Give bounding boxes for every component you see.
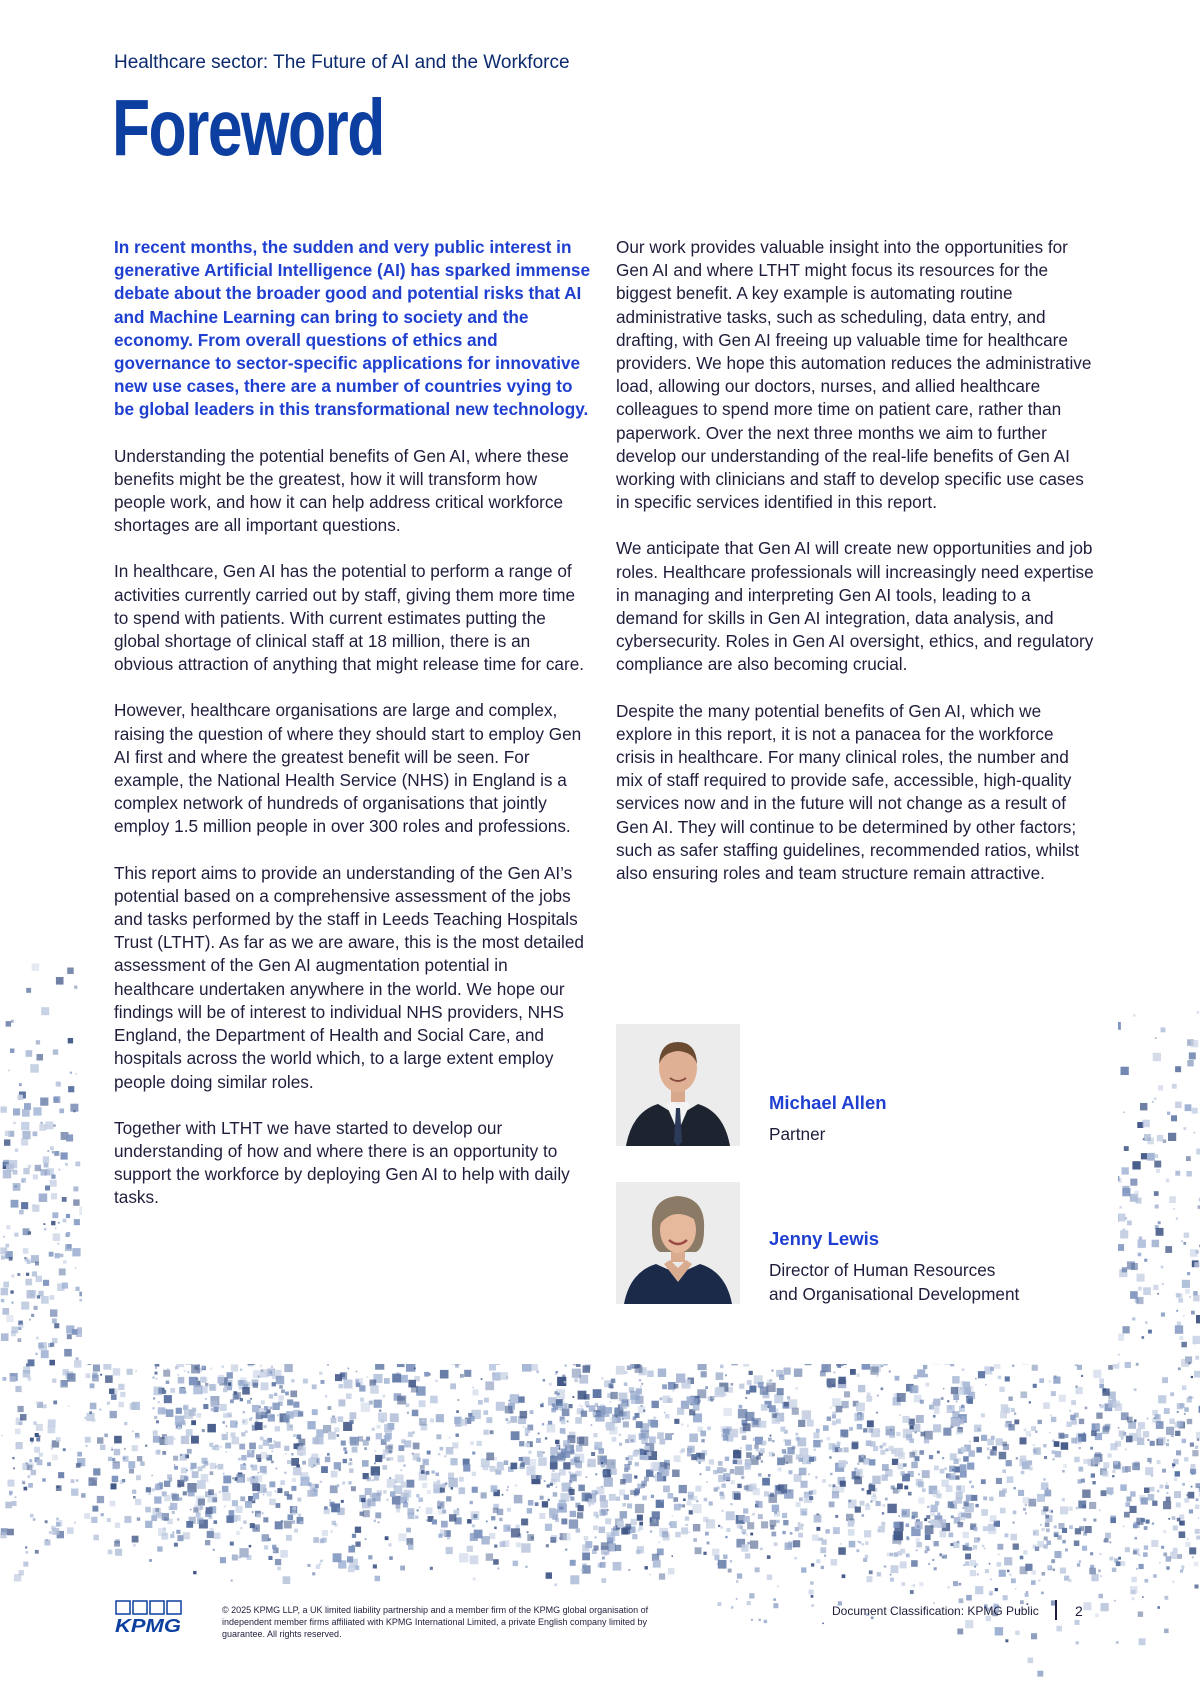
footer-divider [1055,1600,1057,1620]
document-classification: Document Classification: KPMG Public [832,1604,1039,1618]
left-text-column [114,236,592,1233]
signatory-role: Director of Human Resources [769,1260,996,1280]
body-paragraph: Together with LTHT we have started to develop our understanding of how and where there is an opportunity to support the workforce by deploying Gen AI to help with daily tasks. [114,1117,570,1208]
body-paragraph: Our work provides valuable insight into the opportunities for Gen AI and where LTHT might focus its resources for the biggest benefit. A key example is automating routine administrative tasks, such as scheduling, data entry, and drafting, with Gen AI freeing up valuable time for healthcare providers. We hope this automation reduces the administrative load, allowing our doctors, nurses, and allied healthcare colleagues to spend more time on patient care, rather than paperwork. Over the next three months we aim to further develop our understanding of the real-life benefits of Gen AI working with clinicians and staff to develop specific use cases in specific services identified in this report. [616,237,1092,513]
report-subtitle: Healthcare sector: The Future of AI and the Workforce [114,52,570,73]
body-paragraph: Understanding the potential benefits of Gen AI, where these benefits might be the greatest, how it will transform how people work, and how it can help address critical workforce shortages are all important questions. [114,445,569,536]
signatory-role: Partner [769,1124,826,1144]
page-number: 2 [1075,1603,1083,1619]
body-paragraph: However, healthcare organisations are large and complex, raising the question of where they should start to employ Gen AI first and where the greatest benefit will be seen. For example, the National Health Service (NHS) in England is a complex network of hundreds of organisations that jointly employ 1.5 million people in over 300 roles and professions. [114,700,582,837]
lead-paragraph: In recent months, the sudden and very public interest in generative Artificial Intelligence (AI) has sparked immense debate about the broader good and potential risks that AI and Machine Learning can bring to society and the economy. From overall questions of ethics and governance to sector-specific applications for innovative new use cases, there are a number of countries vying to be global leaders in this transformational new technology. [114,237,591,420]
jenny-lewis-photo [616,1182,740,1304]
signatory-role: and Organisational Development [769,1284,1020,1304]
signatory-name: Jenny Lewis [769,1228,880,1249]
page-title: Foreword [112,83,384,172]
body-paragraph: This report aims to provide an understanding of the Gen AI’s potential based on a comprehensive assessment of the jobs and tasks performed by the staff in Leeds Teaching Hospitals Trust (LTHT). As far as we are aware, this is the most detailed assessment of the Gen AI augmentation potential in healthcare undertaken anywhere in the world. We hope our findings will be of interest to individual NHS providers, NHS England, the Department of Health and Social Care, and hospitals across the world which, to a large extent employ people doing similar roles. [114,862,584,1092]
right-text-column [616,236,1096,908]
body-paragraph: In healthcare, Gen AI has the potential to perform a range of activities currently carried out by staff, giving them more time to spend with patients. With current estimates putting the global shortage of clinical staff at 18 million, there is an obvious attraction of anything that might release time for care. [114,561,585,675]
body-paragraph: We anticipate that Gen AI will create new opportunities and job roles. Healthcare professionals will increasingly need expertise in managing and interpreting Gen AI tools, leading to a demand for skills in Gen AI integration, data analysis, and cybersecurity. Roles in Gen AI oversight, ethics, and regulatory compliance are also becoming crucial. [616,538,1094,675]
kpmg-logo-text: KPMG [115,1616,181,1636]
signatory-name: Michael Allen [769,1092,887,1113]
michael-allen-photo [616,1024,740,1146]
kpmg-logo [114,1600,184,1636]
body-paragraph: Despite the many potential benefits of Gen AI, which we explore in this report, it is not a panacea for the workforce crisis in healthcare. For many clinical roles, the number and mix of staff required to provide safe, accessible, high-quality services now and in the future will not change as a result of Gen AI. They will continue to be determined by other factors; such as safer staffing guidelines, recommended ratios, whilst also ensuring roles and team structure remain attractive. [616,700,1080,884]
copyright-notice: © 2025 KPMG LLP, a UK limited liability partnership and a member firm of the KPMG global organisation of independent member firms affiliated with KPMG International Limited, a private English company limited by guarantee. All rights reserved. [222,1605,649,1639]
